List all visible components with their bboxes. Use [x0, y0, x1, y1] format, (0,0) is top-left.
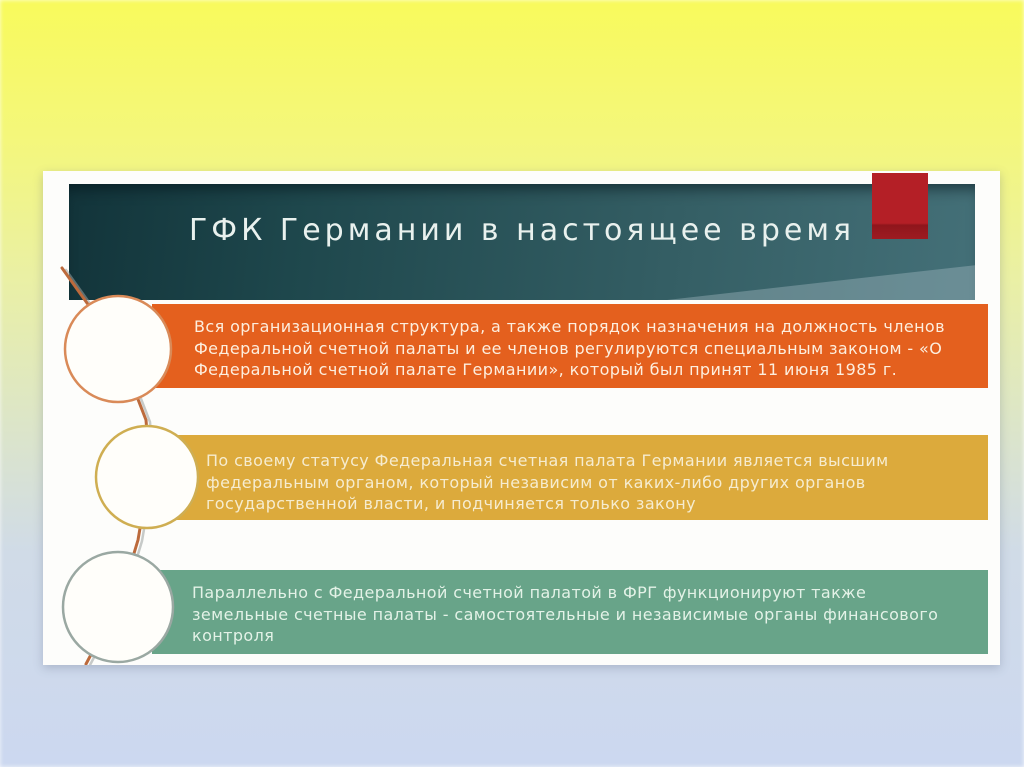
- bullet-bar-1: [152, 304, 988, 388]
- bullet-bar-2: [152, 435, 988, 520]
- red-accent-square: [872, 173, 928, 239]
- title-banner: [69, 184, 975, 300]
- zigzag-connector-line: [62, 268, 150, 664]
- bullet-text-3: Параллельно с Федеральной счетной палатой в ФРГ функционируют также земельные счетные палаты - самостоятельные и независимые органы финансового контроля: [192, 583, 939, 645]
- slide-title: ГФК Германии в настоящее время: [188, 212, 856, 248]
- connector-shadow-line: [66, 270, 154, 665]
- bullet-bar-3: [152, 570, 988, 654]
- slide-canvas: [43, 171, 1000, 665]
- bullet-text-1: Вся организационная структура, а также порядок назначения на должность членов Федеральной счетной палаты и ее членов регулируются специальным законом - «О Федеральной счетной палате Германии», который был принят 11 июня 1985 г.: [194, 317, 945, 379]
- bullet-text-2: По своему статусу Федеральная счетная палата Германии является высшим федеральным органом, который независим от каких-либо других органов государственной власти, и подчиняется только закону: [206, 451, 889, 513]
